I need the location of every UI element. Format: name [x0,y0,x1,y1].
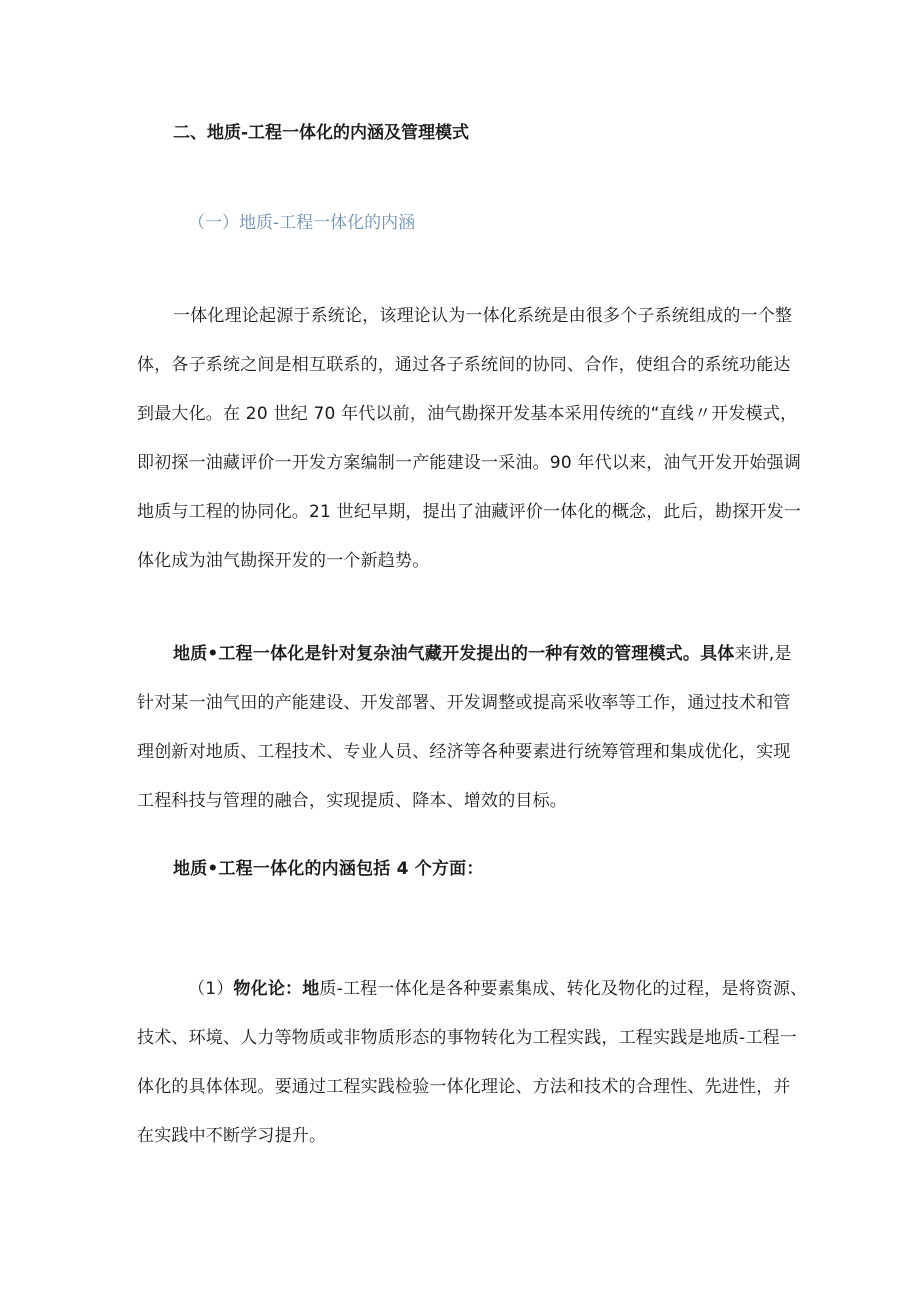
text-line: 即初探一油藏评价一开发方案编制一产能建设一采油。90 年代以来，油气开发开始强调 [137,453,802,473]
text-line: 地质与工程的协同化。21 世纪早期，提出了油藏评价一体化的概念，此后，勘探开发一 [137,502,802,522]
text-line [173,643,792,665]
text-line: 工程科技与管理的融合，实现提质、降本、增效的目标。 [137,791,567,811]
text-line: 技术、环境、人力等物质或非物质形态的事物转化为工程实践，工程实践是地质-工程一 [137,1028,797,1048]
text-run: 质-工程一体化是各种要素集成、转化及物化的过程，是将资源、 [319,979,808,999]
text-line: 针对某一油气田的产能建设、开发部署、开发调整或提高采收率等工作，通过技术和管 [137,693,791,713]
subsection-heading: （一）地质-工程一体化的内涵 [188,213,416,233]
text-run: 来讲,是 [734,644,792,664]
text-line: 在实践中不断学习提升。 [137,1126,327,1146]
list-number: （1） [188,979,234,999]
text-line [188,978,807,1000]
text-line: 体化成为油气勘探开发的一个新趋势。 [137,551,430,571]
text-line: 体，各子系统之间是相互联系的，通过各子系统间的协同、合作，使组合的系统功能达 [137,355,791,375]
section-heading: 二、地质-工程一体化的内涵及管理模式 [173,123,470,143]
bold-lead: 物化论：地 [233,979,320,999]
text-line: 理创新对地质、工程技术、专业人员、经济等各种要素进行统筹管理和集成优化，实现 [137,742,791,762]
text-line: 一体化理论起源于系统论，该理论认为一体化系统是由很多个子系统组成的一个整 [173,306,793,326]
text-line: 到最大化。在 20 世纪 70 年代以前，油气勘探开发基本采用传统的“直线〃开发模式， [137,404,798,424]
paragraph-aspects-intro: 地质•工程一体化的内涵包括 4 个方面： [173,859,484,879]
bold-lead: 地质•工程一体化是针对复杂油气藏开发提出的一种有效的管理模式。具体 [173,644,735,664]
text-line: 体化的具体体现。要通过工程实践检验一体化理论、方法和技术的合理性、先进性，并 [137,1077,791,1097]
